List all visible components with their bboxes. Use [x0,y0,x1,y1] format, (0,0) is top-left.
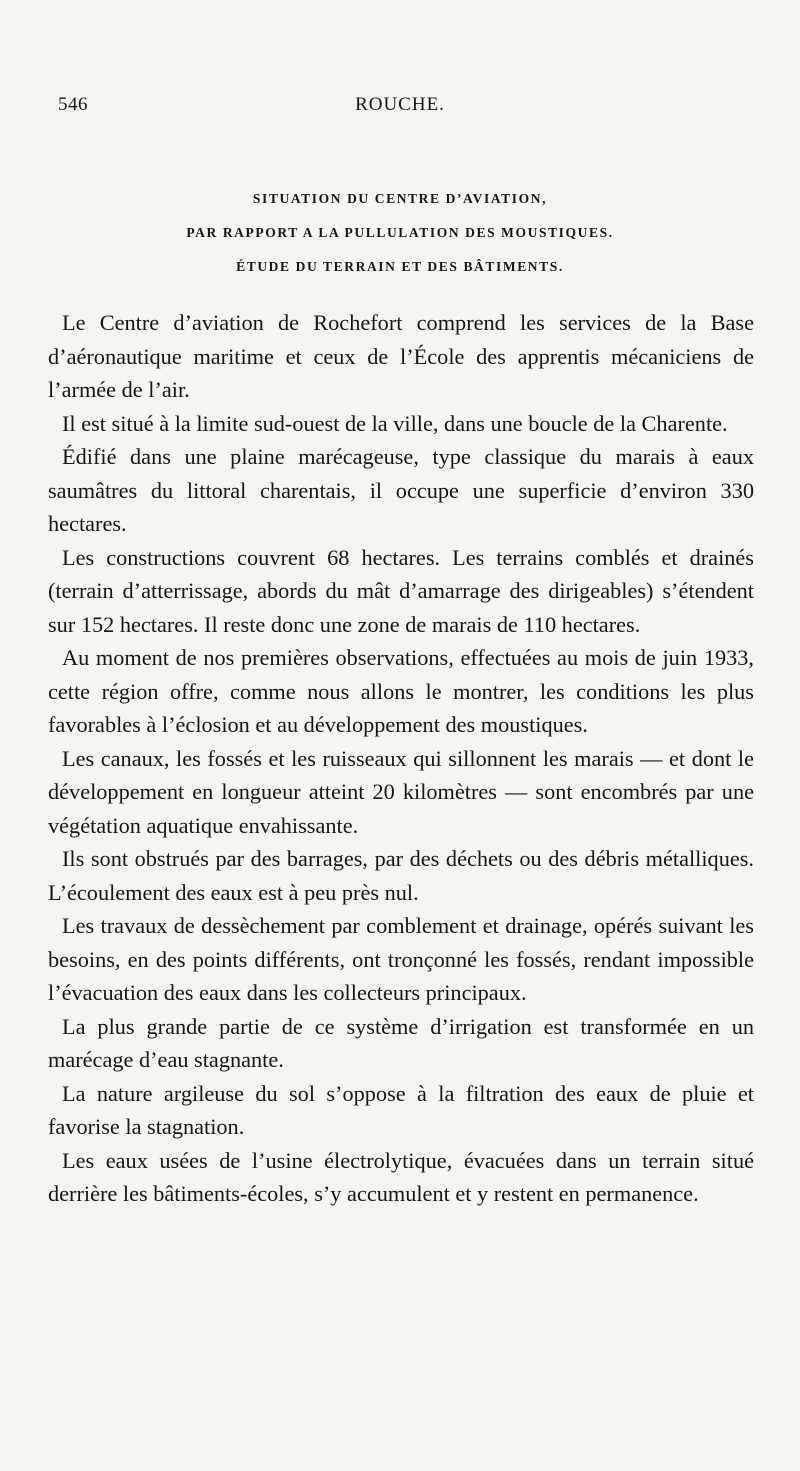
paragraph: Ils sont obstrués par des barrages, par des déchets ou des débris métalliques. L’écoulement des eaux est à peu près nul. [48,846,754,905]
page-number: 546 [58,94,88,115]
section-heading [50,182,750,284]
paragraph: Au moment de nos premières observations, effectuées au mois de juin 1933, cette région offre, comme nous allons le montrer, les conditions les plus favorables à l’éclosion et au développement des moustiques. [48,645,754,737]
running-title: ROUCHE. [355,94,445,115]
section-heading-line: SITUATION DU CENTRE D’AVIATION, [252,191,548,206]
paragraph: La nature argileuse du sol s’oppose à la filtration des eaux de pluie et favorise la stagnation. [48,1080,754,1139]
paragraph: Les travaux de dessèchement par comblement et drainage, opérés suivant les besoins, en des points différents, ont tronçonné les fossés, rendant impossible l’évacuation des eaux dans les collecteurs principaux. [48,913,754,1005]
paragraph: La plus grande partie de ce système d’irrigation est transformée en un marécage d’eau stagnante. [48,1013,754,1072]
section-heading-line: PAR RAPPORT A LA PULLULATION DES MOUSTIQUES. [186,225,614,240]
paragraph: Édifié dans une plaine marécageuse, type classique du marais à eaux saumâtres du littoral charentais, il occupe une superficie d’environ 330 hectares. [48,444,754,536]
section-heading-line: ÉTUDE DU TERRAIN ET DES BÂTIMENTS. [236,259,564,274]
paragraph: Il est situé à la limite sud-ouest de la ville, dans une boucle de la Charente. [62,410,728,436]
paragraph: Le Centre d’aviation de Rochefort comprend les services de la Base d’aéronautique maritime et ceux de l’École des apprentis mécaniciens de l’armée de l’air. [48,310,754,402]
paragraph: Les constructions couvrent 68 hectares. Les terrains comblés et drainés (terrain d’atterrissage, abords du mât d’amarrage des dirigeables) s’étendent sur 152 hectares. Il reste donc une zone de marais de 110 hectares. [48,544,754,637]
body-text [48,306,754,1211]
paragraph: Les eaux usées de l’usine électrolytique, évacuées dans un terrain situé derrière les bâtiments-écoles, s’y accumulent et y restent en permanence. [48,1147,754,1206]
paragraph: Les canaux, les fossés et les ruisseaux qui sillonnent les marais — et dont le développement en longueur atteint 20 kilomètres — sont encombrés par une végétation aquatique envahissante. [48,745,754,838]
